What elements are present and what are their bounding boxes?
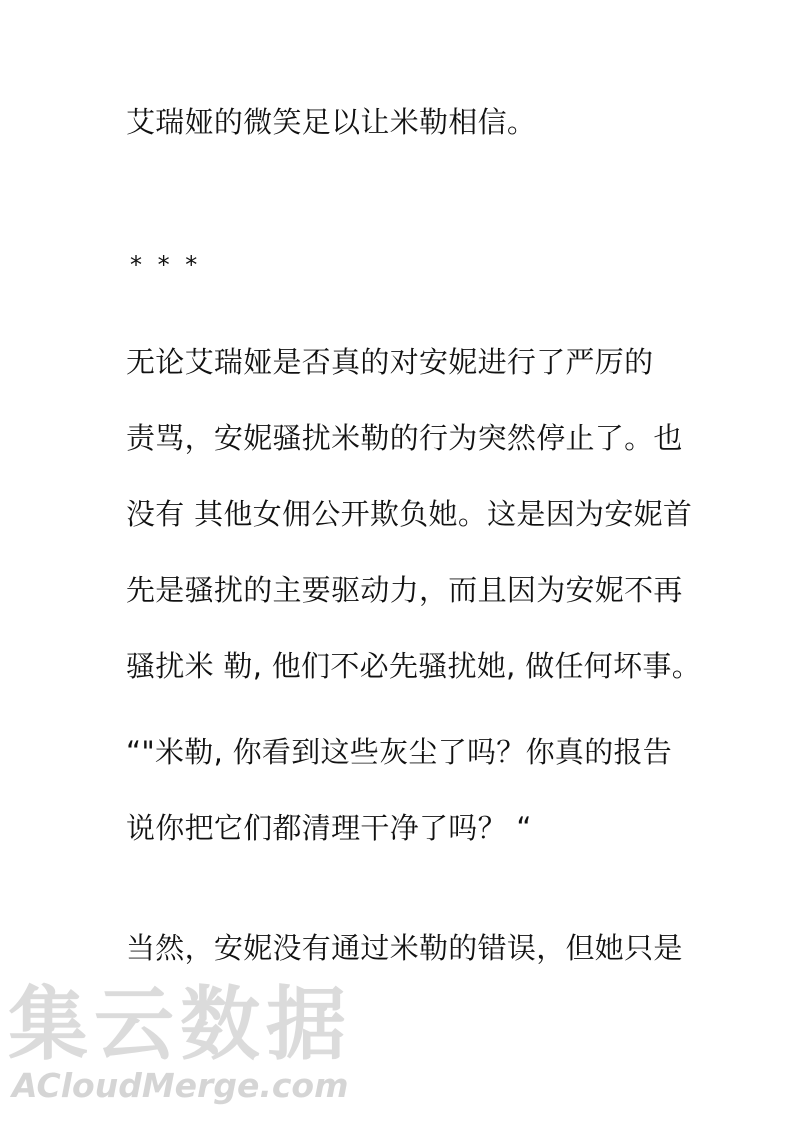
section-separator: * * * [130,251,202,279]
watermark-chinese-text: 集云数据 [8,978,352,1071]
paragraph-line: 骚扰米 勒, 他们不必先骚扰她, 做任何坏事。 [126,649,701,683]
dialogue-line: 说你把它们都清理干净了吗？ “ [126,811,532,845]
paragraph-line: 当然，安妮没有通过米勒的错误，但她只是 [126,931,683,965]
paragraph-line: 责骂，安妮骚扰米勒的行为突然停止了。也 [126,421,683,455]
dialogue-line: “"米勒, 你看到这些灰尘了吗？你真的报告 [126,735,673,769]
paragraph-line: 没有 其他女佣公开欺负她。这是因为安妮首 [126,497,693,531]
paragraph-line: 无论艾瑞娅是否真的对安妮进行了严厉的 [126,345,654,379]
watermark-english-text: ACloudMerge.com [12,1066,349,1105]
paragraph-line: 艾瑞娅的微笑足以让米勒相信。 [126,105,537,139]
paragraph-line: 先是骚扰的主要驱动力，而且因为安妮不再 [126,573,683,607]
watermark-logo [8,980,408,1110]
